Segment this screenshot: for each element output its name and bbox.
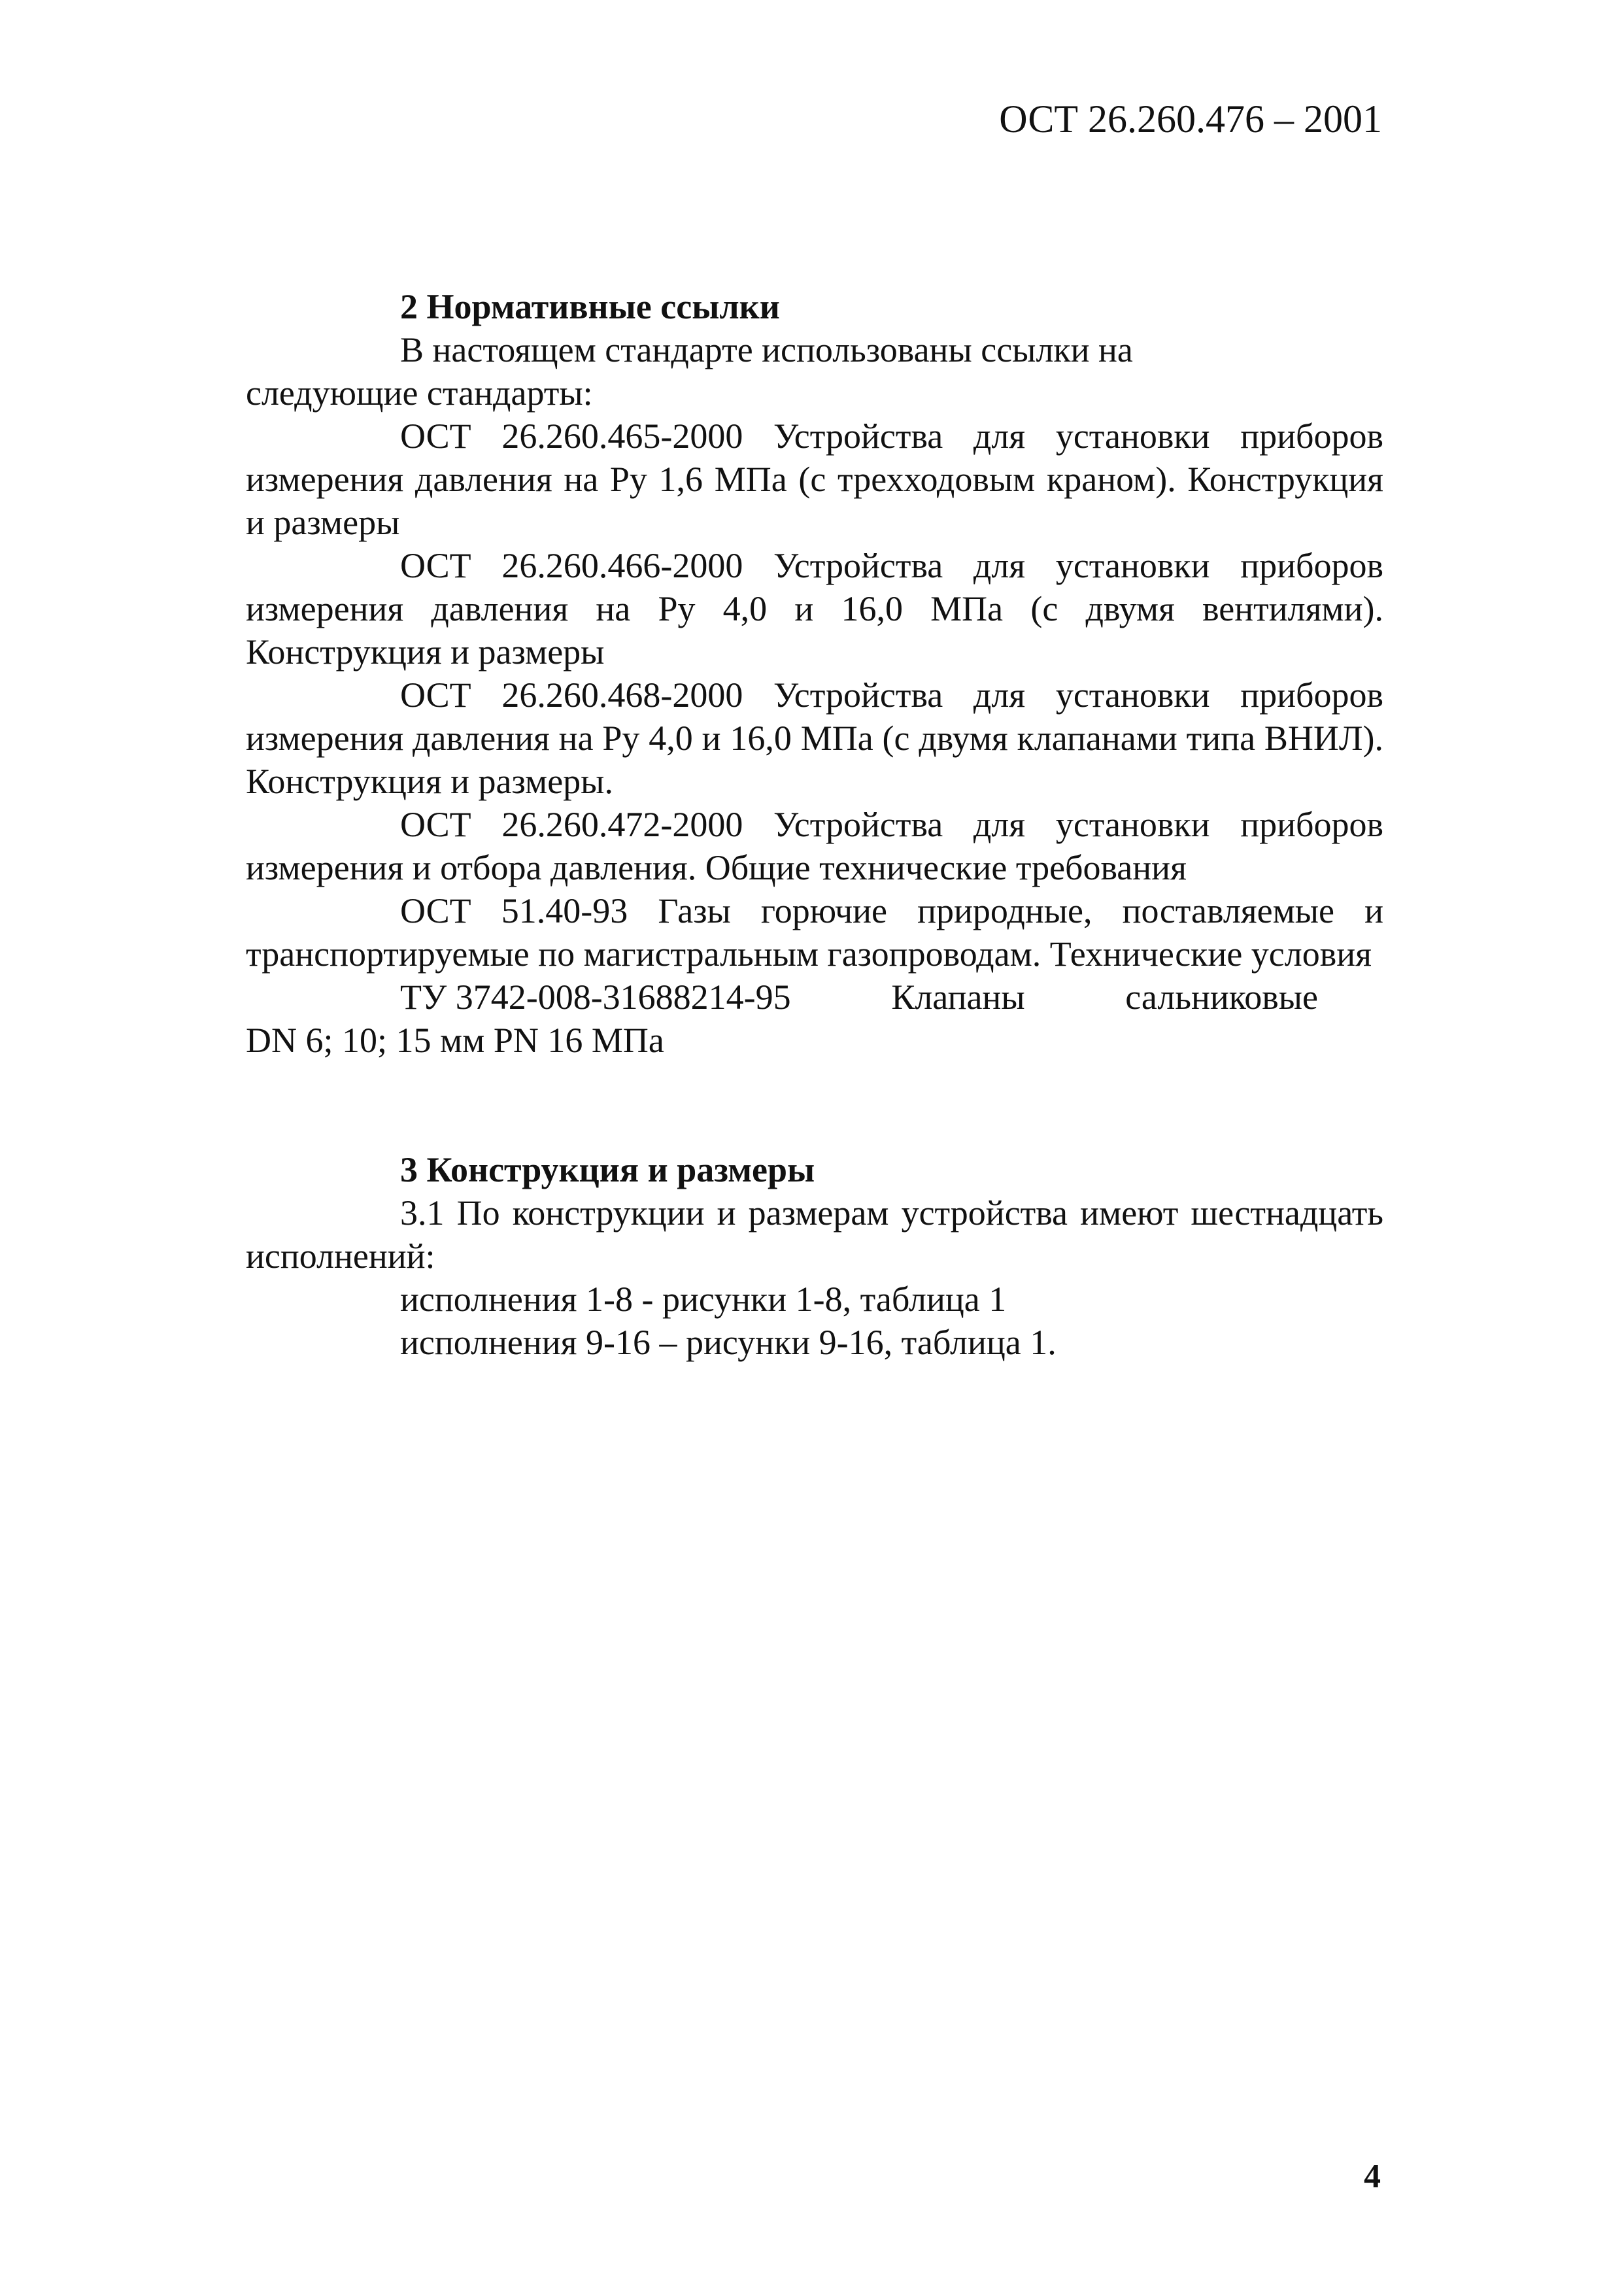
reference-item: ОСТ 51.40-93 Газы горючие природные, поставляемые и транспортируемые по магистральным газопроводам. Технические условия xyxy=(246,891,1383,974)
document-body xyxy=(246,285,1383,1364)
document-code: ОСТ 26.260.476 – 2001 xyxy=(999,97,1382,141)
reference-item-tu xyxy=(246,976,1383,1019)
reference-item-tu-line-2: DN 6; 10; 15 мм PN 16 МПа xyxy=(246,1021,664,1060)
tu-code: ТУ 3742-008-31688214-95 xyxy=(400,978,791,1017)
reference-item: ОСТ 26.260.465-2000 Устройства для установки приборов измерения давления на Pу 1,6 МПа (с трехходовым краном). Конструкция и размеры xyxy=(246,416,1383,542)
tu-word-1: Клапаны xyxy=(891,978,1025,1017)
section-3-item-1: исполнения 1-8 - рисунки 1-8, таблица 1 xyxy=(400,1280,1007,1319)
section-3-item-2: исполнения 9-16 – рисунки 9-16, таблица 1. xyxy=(400,1323,1057,1362)
page-number: 4 xyxy=(1364,2158,1381,2195)
reference-item: ОСТ 26.260.466-2000 Устройства для установки приборов измерения давления на Pу 4,0 и 16,0 МПа (с двумя вентилями). Конструкция и размеры xyxy=(246,546,1383,672)
section-2-intro-line-1: В настоящем стандарте использованы ссылки на xyxy=(400,330,1133,369)
section-2-intro-line-2: следующие стандарты: xyxy=(246,373,593,413)
reference-item: ОСТ 26.260.468-2000 Устройства для установки приборов измерения давления на Pу 4,0 и 16,0 МПа (с двумя клапанами типа ВНИЛ). Конструкция и размеры. xyxy=(246,675,1383,801)
section-gap xyxy=(246,1062,1383,1148)
tu-word-2: сальниковые xyxy=(1125,978,1318,1017)
reference-item: ОСТ 26.260.472-2000 Устройства для установки приборов измерения и отбора давления. Общие технические требования xyxy=(246,805,1383,887)
section-3-heading: 3 Конструкция и размеры xyxy=(400,1150,815,1189)
section-3-paragraph: 3.1 По конструкции и размерам устройства имеют шестнадцать исполнений: xyxy=(246,1193,1383,1276)
section-2-heading: 2 Нормативные ссылки xyxy=(400,287,780,326)
